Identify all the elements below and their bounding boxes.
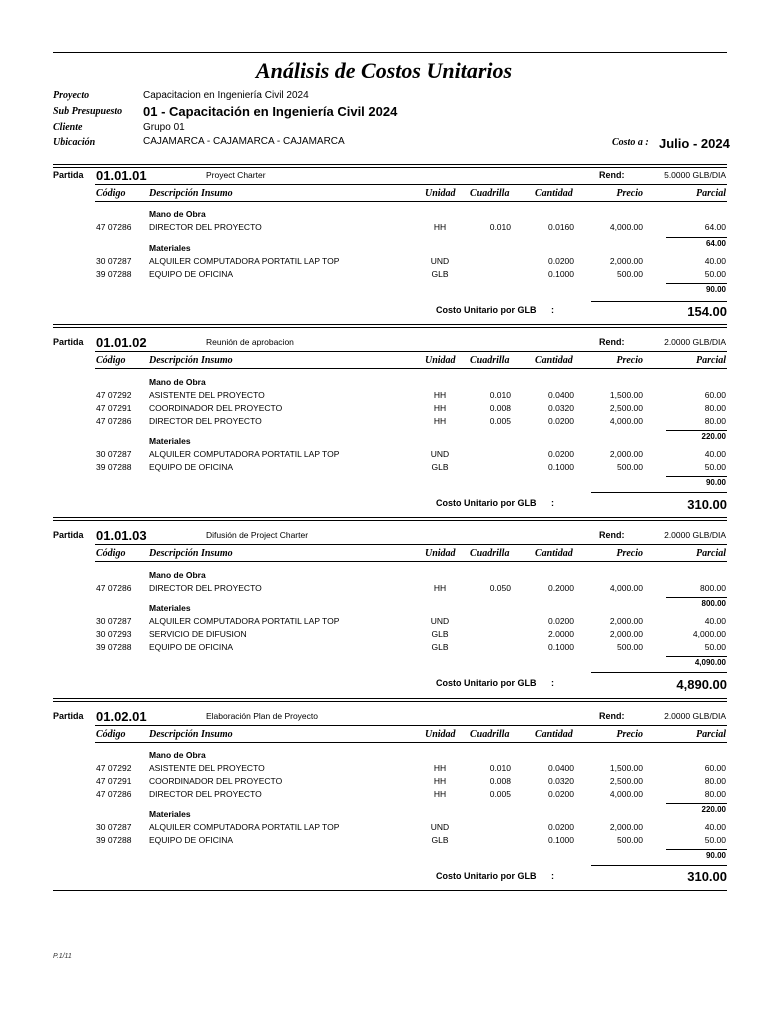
- row-desc: ASISTENTE DEL PROYECTO: [149, 390, 265, 400]
- materiales-total: 90.00: [705, 285, 726, 294]
- costo-unitario-label: Costo Unitario por GLB: [436, 678, 537, 688]
- cliente-label: Cliente: [53, 122, 83, 133]
- row-desc: ALQUILER COMPUTADORA PORTATIL LAP TOP: [149, 449, 340, 459]
- row-precio: 2,000.00: [609, 822, 643, 832]
- row-codigo: 30 07293: [96, 629, 132, 639]
- subtotal-rule: [666, 803, 727, 804]
- row-desc: COORDINADOR DEL PROYECTO: [149, 776, 283, 786]
- rend-value: 2.0000 GLB/DIA: [664, 530, 726, 540]
- page-number: P.1/11: [53, 953, 72, 960]
- row-cantidad: 0.0400: [548, 390, 574, 400]
- row-cantidad: 0.0400: [548, 763, 574, 773]
- row-codigo: 30 07287: [96, 616, 132, 626]
- col-cantidad: Cantidad: [535, 548, 573, 559]
- row-parcial: 50.00: [704, 462, 726, 472]
- row-cantidad: 0.0200: [548, 416, 574, 426]
- col-descripcion: Descripción Insumo: [149, 355, 233, 366]
- row-cantidad: 0.0200: [548, 616, 574, 626]
- row-desc: DIRECTOR DEL PROYECTO: [149, 222, 262, 232]
- materiales-total: 4,090.00: [694, 658, 726, 667]
- rend-label: Rend:: [599, 711, 625, 721]
- row-precio: 500.00: [617, 269, 643, 279]
- materiales-label: Materiales: [149, 809, 191, 819]
- row-cantidad: 0.2000: [548, 583, 574, 593]
- row-cantidad: 0.1000: [548, 835, 574, 845]
- row-cuadrilla: 0.008: [489, 776, 511, 786]
- row-precio: 2,000.00: [609, 629, 643, 639]
- row-codigo: 39 07288: [96, 462, 132, 472]
- row-unidad: HH: [433, 403, 447, 413]
- partida-label: Partida: [53, 530, 84, 540]
- proyecto-label: Proyecto: [53, 90, 90, 101]
- section-rule-top: [53, 698, 727, 699]
- partida-label: Partida: [53, 337, 84, 347]
- row-cuadrilla: 0.050: [489, 583, 511, 593]
- row-parcial: 40.00: [704, 256, 726, 266]
- row-precio: 2,000.00: [609, 616, 643, 626]
- row-parcial: 800.00: [700, 583, 726, 593]
- row-precio: 4,000.00: [609, 222, 643, 232]
- top-rule: [53, 52, 727, 53]
- materiales-total: 90.00: [705, 851, 726, 860]
- materiales-label: Materiales: [149, 603, 191, 613]
- row-cantidad: 2.0000: [548, 629, 574, 639]
- col-precio: Precio: [616, 729, 643, 740]
- partida-label: Partida: [53, 711, 84, 721]
- subtotal-rule: [666, 476, 727, 477]
- row-codigo: 47 07286: [96, 222, 132, 232]
- col-precio: Precio: [616, 188, 643, 199]
- row-cuadrilla: 0.010: [489, 222, 511, 232]
- section-rule-top: [53, 324, 727, 325]
- row-codigo: 39 07288: [96, 835, 132, 845]
- col-codigo: Código: [96, 729, 126, 740]
- row-unidad: HH: [433, 763, 447, 773]
- row-precio: 500.00: [617, 462, 643, 472]
- header-rule-bottom: [95, 368, 727, 369]
- subtotal-rule: [666, 237, 727, 238]
- row-unidad: UND: [430, 616, 450, 626]
- row-precio: 4,000.00: [609, 583, 643, 593]
- header-rule-bottom: [95, 561, 727, 562]
- costo-fecha: Julio - 2024: [659, 136, 730, 151]
- row-desc: EQUIPO DE OFICINA: [149, 269, 234, 279]
- row-desc: DIRECTOR DEL PROYECTO: [149, 583, 262, 593]
- costo-unitario-value: 310.00: [687, 497, 727, 512]
- costo-unitario-value: 310.00: [687, 869, 727, 884]
- col-descripcion: Descripción Insumo: [149, 548, 233, 559]
- materiales-total: 90.00: [705, 478, 726, 487]
- row-cantidad: 0.0320: [548, 403, 574, 413]
- col-codigo: Código: [96, 548, 126, 559]
- rend-label: Rend:: [599, 170, 625, 180]
- header-rule-top: [95, 725, 727, 726]
- row-desc: DIRECTOR DEL PROYECTO: [149, 416, 262, 426]
- row-codigo: 47 07286: [96, 583, 132, 593]
- rend-label: Rend:: [599, 530, 625, 540]
- col-cantidad: Cantidad: [535, 188, 573, 199]
- row-unidad: HH: [433, 222, 447, 232]
- row-desc: EQUIPO DE OFICINA: [149, 462, 234, 472]
- col-unidad: Unidad: [425, 188, 456, 199]
- costo-unitario-value: 4,890.00: [676, 677, 727, 692]
- row-parcial: 80.00: [704, 776, 726, 786]
- page-title: Análisis de Costos Unitarios: [255, 58, 513, 83]
- col-codigo: Código: [96, 355, 126, 366]
- mano-obra-total: 800.00: [701, 599, 726, 608]
- mano-obra-total: 64.00: [705, 239, 726, 248]
- section-rule-top: [53, 164, 727, 165]
- col-precio: Precio: [616, 355, 643, 366]
- partida-code: 01.01.02: [96, 335, 147, 350]
- row-cantidad: 0.1000: [548, 269, 574, 279]
- costo-unitario-colon: :: [551, 498, 554, 508]
- costo-unitario-label: Costo Unitario por GLB: [436, 498, 537, 508]
- row-unidad: UND: [430, 449, 450, 459]
- costo-unitario-colon: :: [551, 305, 554, 315]
- row-cuadrilla: 0.005: [489, 416, 511, 426]
- row-codigo: 47 07286: [96, 789, 132, 799]
- subtotal-rule: [666, 597, 727, 598]
- row-codigo: 47 07292: [96, 390, 132, 400]
- row-parcial: 64.00: [704, 222, 726, 232]
- row-codigo: 47 07291: [96, 776, 132, 786]
- row-unidad: GLB: [431, 629, 449, 639]
- col-cuadrilla: Cuadrilla: [470, 355, 510, 366]
- row-desc: COORDINADOR DEL PROYECTO: [149, 403, 283, 413]
- total-rule: [591, 865, 727, 866]
- row-unidad: GLB: [431, 835, 449, 845]
- row-cuadrilla: 0.005: [489, 789, 511, 799]
- materiales-label: Materiales: [149, 436, 191, 446]
- row-parcial: 50.00: [704, 835, 726, 845]
- row-desc: EQUIPO DE OFICINA: [149, 835, 234, 845]
- row-unidad: HH: [433, 583, 447, 593]
- partida-name: Elaboración Plan de Proyecto: [206, 711, 318, 721]
- subtotal-rule: [666, 283, 727, 284]
- ubicacion-value: CAJAMARCA - CAJAMARCA - CAJAMARCA: [143, 136, 345, 147]
- row-desc: EQUIPO DE OFICINA: [149, 642, 234, 652]
- costo-unitario-label: Costo Unitario por GLB: [436, 305, 537, 315]
- row-cantidad: 0.0200: [548, 822, 574, 832]
- mano-obra-total: 220.00: [701, 432, 726, 441]
- row-codigo: 39 07288: [96, 642, 132, 652]
- section-rule-top-inner: [53, 167, 727, 168]
- col-parcial: Parcial: [696, 355, 726, 366]
- partida-label: Partida: [53, 170, 84, 180]
- row-desc: DIRECTOR DEL PROYECTO: [149, 789, 262, 799]
- row-cantidad: 0.0320: [548, 776, 574, 786]
- row-parcial: 40.00: [704, 822, 726, 832]
- row-precio: 2,000.00: [609, 256, 643, 266]
- costo-label: Costo a :: [612, 137, 649, 148]
- row-cantidad: 0.0200: [548, 256, 574, 266]
- header-rule-bottom: [95, 201, 727, 202]
- rend-value: 2.0000 GLB/DIA: [664, 337, 726, 347]
- row-precio: 500.00: [617, 835, 643, 845]
- costo-unitario-label: Costo Unitario por GLB: [436, 871, 537, 881]
- row-codigo: 47 07291: [96, 403, 132, 413]
- row-desc: ALQUILER COMPUTADORA PORTATIL LAP TOP: [149, 256, 340, 266]
- section-rule-bottom: [53, 890, 727, 891]
- row-cuadrilla: 0.008: [489, 403, 511, 413]
- partida-code: 01.02.01: [96, 709, 147, 724]
- subtotal-rule: [666, 656, 727, 657]
- row-codigo: 39 07288: [96, 269, 132, 279]
- col-cantidad: Cantidad: [535, 355, 573, 366]
- row-codigo: 30 07287: [96, 822, 132, 832]
- col-precio: Precio: [616, 548, 643, 559]
- header-rule-bottom: [95, 742, 727, 743]
- row-precio: 4,000.00: [609, 416, 643, 426]
- rend-value: 5.0000 GLB/DIA: [664, 170, 726, 180]
- section-rule-top: [53, 517, 727, 518]
- row-cantidad: 0.1000: [548, 642, 574, 652]
- row-unidad: GLB: [431, 462, 449, 472]
- row-parcial: 80.00: [704, 789, 726, 799]
- rend-value: 2.0000 GLB/DIA: [664, 711, 726, 721]
- row-unidad: HH: [433, 416, 447, 426]
- section-rule-top-inner: [53, 520, 727, 521]
- header-rule-top: [95, 184, 727, 185]
- col-parcial: Parcial: [696, 729, 726, 740]
- header-rule-top: [95, 351, 727, 352]
- proyecto-value: Capacitacion en Ingeniería Civil 2024: [143, 90, 309, 101]
- costo-unitario-colon: :: [551, 678, 554, 688]
- partida-code: 01.01.03: [96, 528, 147, 543]
- row-parcial: 50.00: [704, 269, 726, 279]
- row-precio: 1,500.00: [609, 763, 643, 773]
- col-unidad: Unidad: [425, 729, 456, 740]
- row-codigo: 30 07287: [96, 449, 132, 459]
- total-rule: [591, 301, 727, 302]
- col-parcial: Parcial: [696, 548, 726, 559]
- row-unidad: UND: [430, 822, 450, 832]
- mano-obra-label: Mano de Obra: [149, 377, 206, 387]
- row-unidad: HH: [433, 390, 447, 400]
- col-unidad: Unidad: [425, 355, 456, 366]
- col-codigo: Código: [96, 188, 126, 199]
- total-rule: [591, 492, 727, 493]
- row-parcial: 4,000.00: [692, 629, 726, 639]
- col-unidad: Unidad: [425, 548, 456, 559]
- row-desc: SERVICIO DE DIFUSION: [149, 629, 247, 639]
- row-cantidad: 0.0160: [548, 222, 574, 232]
- mano-obra-label: Mano de Obra: [149, 209, 206, 219]
- row-unidad: UND: [430, 256, 450, 266]
- col-descripcion: Descripción Insumo: [149, 188, 233, 199]
- row-cuadrilla: 0.010: [489, 763, 511, 773]
- row-codigo: 47 07286: [96, 416, 132, 426]
- row-cantidad: 0.0200: [548, 449, 574, 459]
- partida-name: Difusión de Project Charter: [206, 530, 309, 540]
- row-parcial: 40.00: [704, 449, 726, 459]
- mano-obra-label: Mano de Obra: [149, 750, 206, 760]
- row-parcial: 60.00: [704, 390, 726, 400]
- row-desc: ASISTENTE DEL PROYECTO: [149, 763, 265, 773]
- col-cantidad: Cantidad: [535, 729, 573, 740]
- total-rule: [591, 672, 727, 673]
- header-rule-top: [95, 544, 727, 545]
- rend-label: Rend:: [599, 337, 625, 347]
- col-cuadrilla: Cuadrilla: [470, 188, 510, 199]
- row-codigo: 47 07292: [96, 763, 132, 773]
- subtotal-rule: [666, 430, 727, 431]
- section-rule-top-inner: [53, 327, 727, 328]
- row-precio: 4,000.00: [609, 789, 643, 799]
- col-parcial: Parcial: [696, 188, 726, 199]
- row-parcial: 80.00: [704, 416, 726, 426]
- subtotal-rule: [666, 849, 727, 850]
- row-unidad: HH: [433, 789, 447, 799]
- row-precio: 500.00: [617, 642, 643, 652]
- row-parcial: 50.00: [704, 642, 726, 652]
- col-cuadrilla: Cuadrilla: [470, 729, 510, 740]
- row-unidad: GLB: [431, 269, 449, 279]
- partida-name: Proyect Charter: [206, 170, 266, 180]
- row-cuadrilla: 0.010: [489, 390, 511, 400]
- row-cantidad: 0.0200: [548, 789, 574, 799]
- row-precio: 2,500.00: [609, 776, 643, 786]
- row-cantidad: 0.1000: [548, 462, 574, 472]
- section-rule-top-inner: [53, 701, 727, 702]
- mano-obra-total: 220.00: [701, 805, 726, 814]
- ubicacion-label: Ubicación: [53, 137, 96, 148]
- col-cuadrilla: Cuadrilla: [470, 548, 510, 559]
- row-unidad: GLB: [431, 642, 449, 652]
- row-precio: 2,000.00: [609, 449, 643, 459]
- row-desc: ALQUILER COMPUTADORA PORTATIL LAP TOP: [149, 616, 340, 626]
- mano-obra-label: Mano de Obra: [149, 570, 206, 580]
- row-precio: 2,500.00: [609, 403, 643, 413]
- partida-code: 01.01.01: [96, 168, 147, 183]
- partida-name: Reunión de aprobacion: [206, 337, 294, 347]
- col-descripcion: Descripción Insumo: [149, 729, 233, 740]
- row-parcial: 40.00: [704, 616, 726, 626]
- costo-unitario-value: 154.00: [687, 304, 727, 319]
- row-parcial: 80.00: [704, 403, 726, 413]
- row-codigo: 30 07287: [96, 256, 132, 266]
- subpresupuesto-label: Sub Presupuesto: [53, 106, 123, 117]
- row-desc: ALQUILER COMPUTADORA PORTATIL LAP TOP: [149, 822, 340, 832]
- subpresupuesto-value: 01 - Capacitación en Ingeniería Civil 2024: [143, 104, 398, 119]
- row-precio: 1,500.00: [609, 390, 643, 400]
- row-parcial: 60.00: [704, 763, 726, 773]
- materiales-label: Materiales: [149, 243, 191, 253]
- cliente-value: Grupo 01: [143, 122, 185, 133]
- costo-unitario-colon: :: [551, 871, 554, 881]
- row-unidad: HH: [433, 776, 447, 786]
